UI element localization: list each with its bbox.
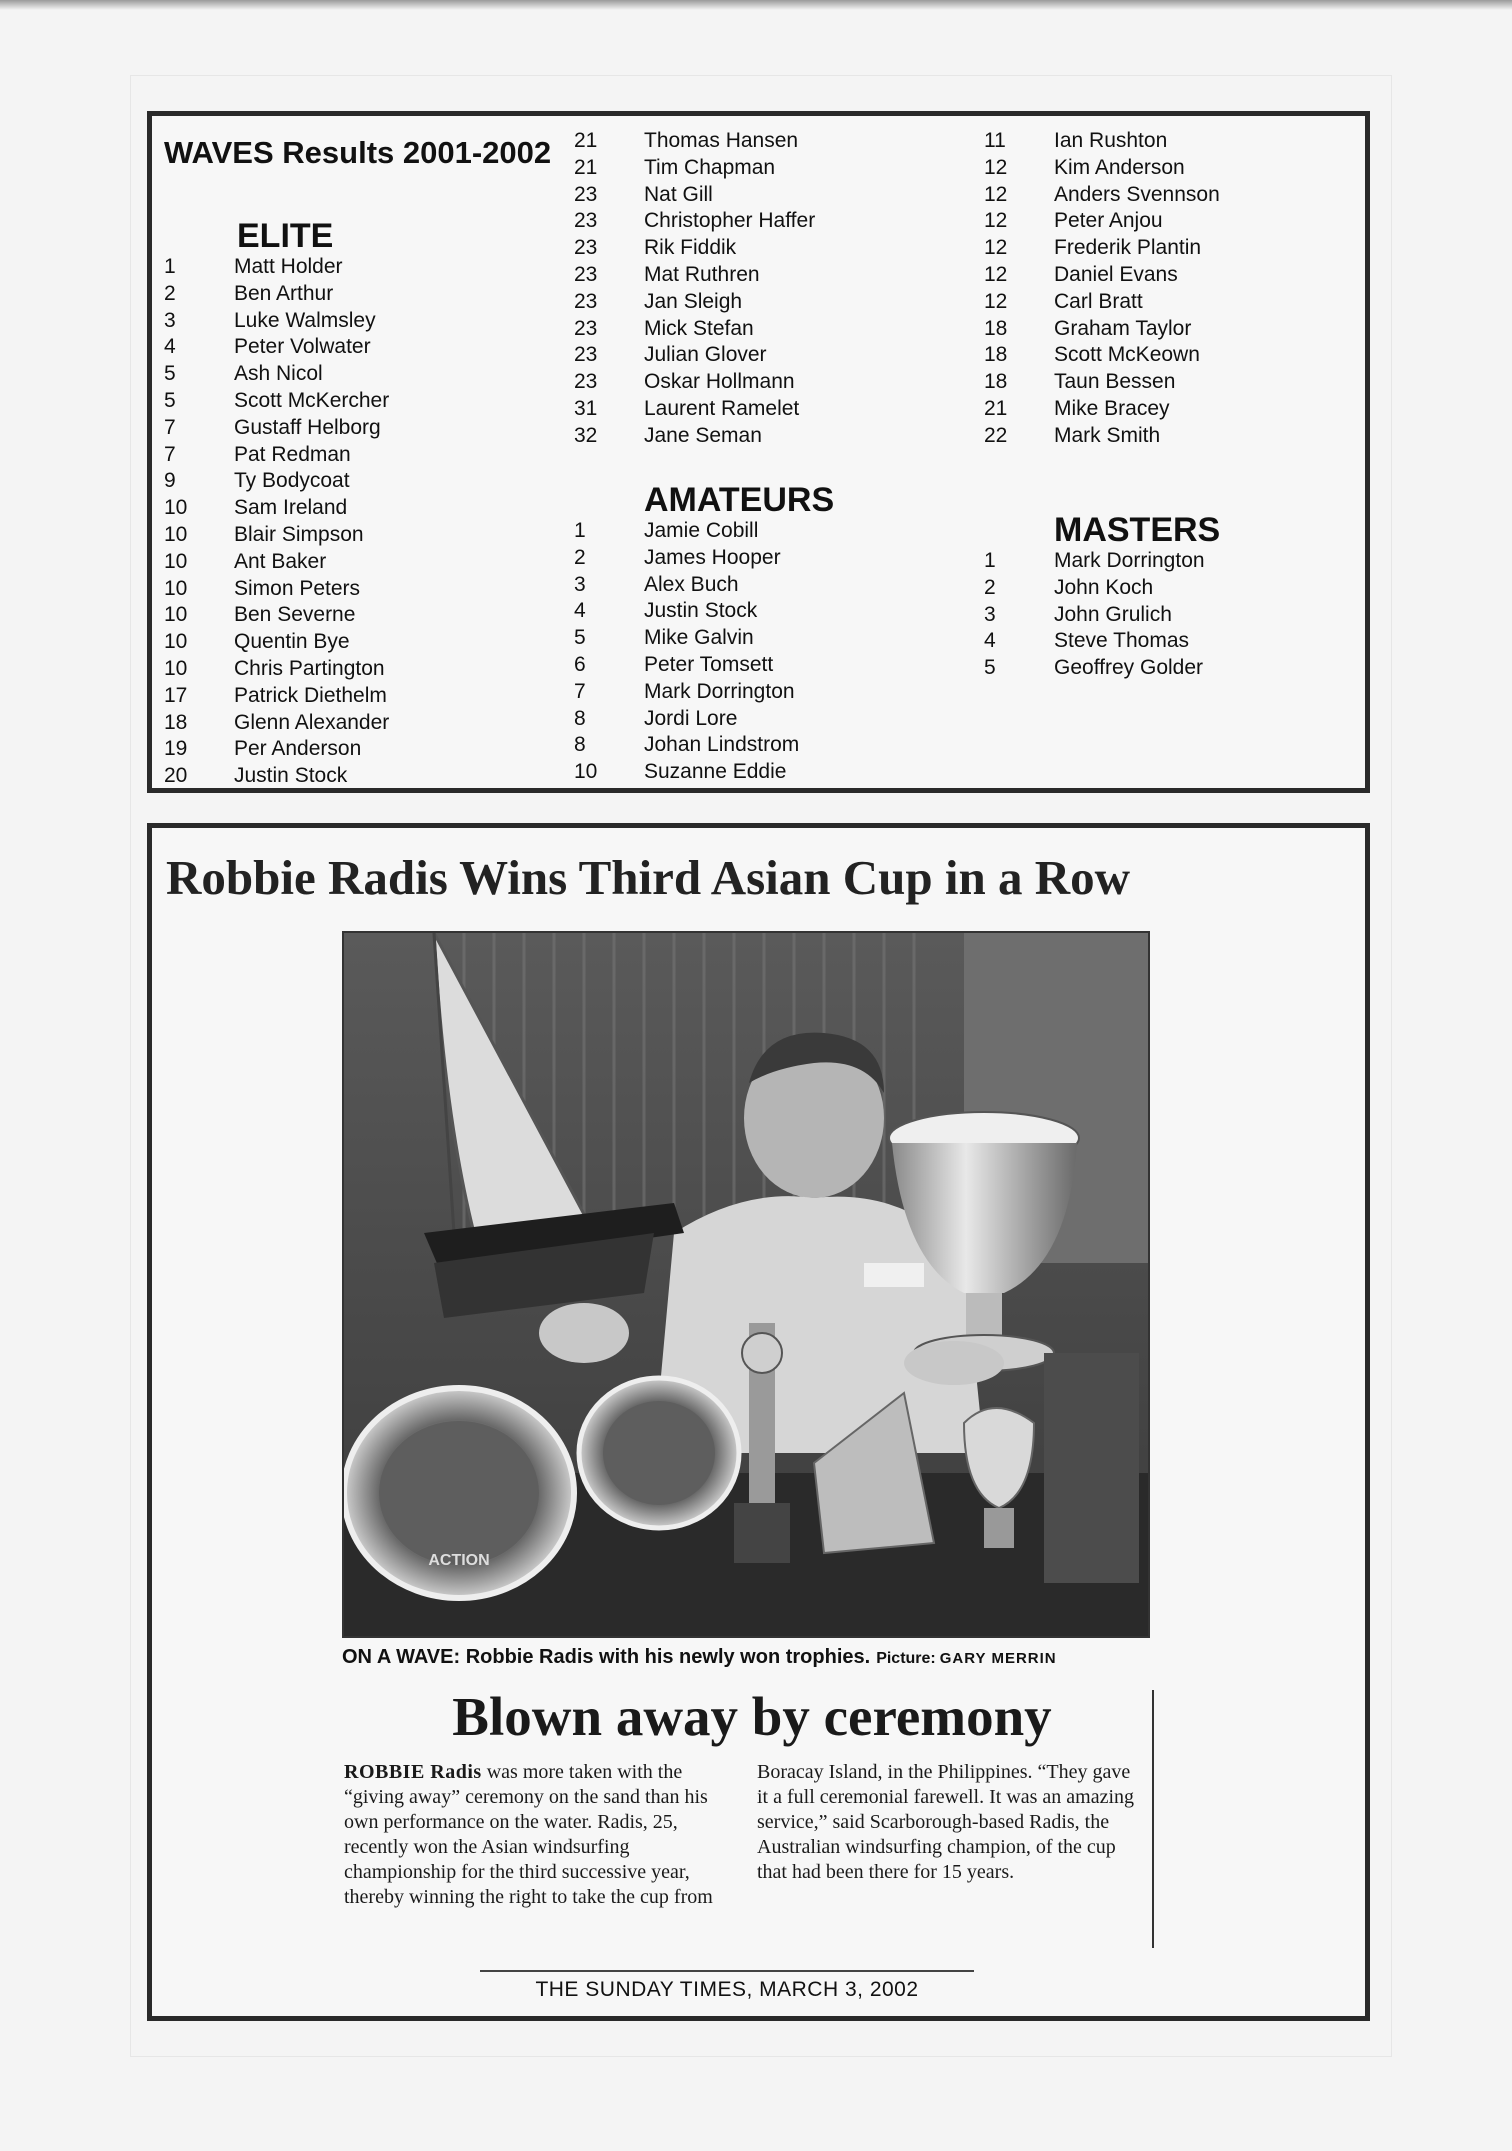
result-name: Mike Galvin — [644, 626, 754, 650]
elite-result-row — [164, 763, 389, 790]
result-name: Mat Ruthren — [644, 262, 760, 286]
result-name: Jane Seman — [644, 423, 762, 447]
result-name: Mark Dorrington — [1054, 549, 1205, 572]
result-position: 4 — [984, 629, 996, 653]
result-position: 21 — [984, 396, 1008, 420]
result-position: 22 — [984, 423, 1008, 447]
elite-result-row — [164, 281, 389, 308]
result-name: Christopher Haffer — [644, 209, 816, 233]
result-position: 12 — [984, 262, 1008, 286]
amateur-result-row — [574, 572, 799, 599]
result-name: Scott McKercher — [234, 388, 390, 412]
result-position: 23 — [574, 236, 598, 260]
result-name: Ant Baker — [234, 549, 327, 573]
sub-headline: Blown away by ceremony — [452, 1686, 1052, 1747]
result-name: Gustaff Helborg — [234, 415, 381, 439]
result-name: Alex Buch — [644, 572, 739, 596]
result-name: Frederik Plantin — [1054, 236, 1202, 260]
result-name: Nat Gill — [644, 182, 713, 206]
result-name: Pat Redman — [234, 442, 351, 466]
trophies-photo-icon — [344, 933, 1148, 1636]
amateur-result-row — [984, 128, 1220, 155]
result-name: Peter Volwater — [234, 335, 371, 359]
result-position: 8 — [574, 706, 586, 730]
result-position: 9 — [164, 469, 176, 493]
result-name: Justin Stock — [234, 764, 348, 788]
elite-result-row — [164, 522, 389, 549]
result-position: 10 — [164, 656, 188, 680]
result-name: Laurent Ramelet — [644, 396, 800, 420]
elite-result-row — [164, 549, 389, 576]
result-position: 10 — [164, 630, 188, 654]
elite-result-row — [164, 656, 389, 683]
result-name: Steve Thomas — [1054, 629, 1190, 653]
elite-result-row — [164, 736, 389, 763]
result-position: 6 — [574, 652, 586, 676]
result-name: Scott McKeown — [1054, 343, 1200, 367]
result-name: Ash Nicol — [234, 362, 323, 386]
body-column-2: Boracay Island, in the Philippines. “They gave it a full ceremonial farewell. It was an amazing service,” said Scarborough-based Radis, the Australian windsurfing champion, of the cup that had been there for 15 years. — [757, 1761, 1135, 1883]
result-position: 20 — [164, 764, 188, 788]
elite-result-row — [164, 415, 389, 442]
elite-result-row — [164, 576, 389, 603]
result-position: 23 — [574, 209, 598, 233]
elite-result-row — [164, 629, 389, 656]
result-position: 18 — [984, 316, 1008, 340]
result-name: Peter Anjou — [1054, 209, 1163, 233]
elite-result-row — [574, 208, 815, 235]
elite-result-row — [574, 128, 815, 155]
result-position: 23 — [574, 316, 598, 340]
amateurs-heading: AMATEURS — [644, 481, 835, 519]
masters-result-row — [984, 548, 1205, 575]
amateur-result-row — [984, 235, 1220, 262]
result-position: 1 — [984, 549, 996, 572]
result-position: 12 — [984, 236, 1008, 260]
result-name: Tim Chapman — [644, 155, 776, 179]
caption-credit-label: Picture: — [876, 1650, 936, 1667]
caption-credit: GARY MERRIN — [939, 1650, 1057, 1667]
amateur-result-row — [574, 706, 799, 733]
elite-result-row — [164, 334, 389, 361]
amateur-result-row — [984, 342, 1220, 369]
result-position: 10 — [164, 496, 188, 520]
elite-result-row — [164, 361, 389, 388]
result-position: 23 — [574, 182, 598, 206]
amateur-result-row — [984, 369, 1220, 396]
result-position: 32 — [574, 423, 598, 447]
trophies-photo — [342, 931, 1150, 1638]
result-name: Chris Partington — [234, 656, 385, 680]
result-position: 1 — [164, 255, 176, 278]
result-name: Kim Anderson — [1054, 155, 1185, 179]
result-position: 8 — [574, 733, 586, 757]
result-position: 12 — [984, 289, 1008, 313]
elite-result-row — [574, 155, 815, 182]
result-position: 3 — [164, 308, 176, 332]
source-line: THE SUNDAY TIMES, MARCH 3, 2002 — [480, 1970, 974, 2004]
amateur-result-row — [574, 679, 799, 706]
result-name: Graham Taylor — [1054, 316, 1192, 340]
amateur-result-row — [984, 396, 1220, 423]
masters-list — [984, 548, 1205, 682]
result-position: 10 — [164, 576, 188, 600]
elite-list — [164, 254, 389, 790]
result-position: 18 — [984, 370, 1008, 394]
result-name: Mark Smith — [1054, 423, 1161, 447]
result-name: Patrick Diethelm — [234, 683, 387, 707]
lead-name: ROBBIE Radis — [344, 1761, 482, 1783]
result-name: Rik Fiddik — [644, 236, 737, 260]
result-name: Jan Sleigh — [644, 289, 743, 313]
result-position: 4 — [164, 335, 176, 359]
result-position: 7 — [164, 442, 176, 466]
result-position: 5 — [164, 362, 176, 386]
amateur-result-row — [984, 155, 1220, 182]
elite-result-row — [574, 289, 815, 316]
result-position: 7 — [574, 679, 586, 703]
photo-caption — [342, 1645, 1152, 1671]
elite-result-row — [574, 342, 815, 369]
result-name: Julian Glover — [644, 343, 767, 367]
result-position: 2 — [164, 281, 176, 305]
result-position: 23 — [574, 289, 598, 313]
elite-result-row — [574, 316, 815, 343]
result-name: John Koch — [1054, 575, 1154, 599]
elite-result-row — [574, 396, 815, 423]
result-position: 5 — [164, 388, 176, 412]
result-position: 10 — [164, 549, 188, 573]
elite-result-row — [574, 182, 815, 209]
result-name: Ty Bodycoat — [234, 469, 350, 493]
result-name: Glenn Alexander — [234, 710, 390, 734]
column-rule — [1152, 1690, 1154, 1948]
result-name: Ben Severne — [234, 603, 356, 627]
result-position: 11 — [984, 129, 1006, 152]
result-position: 7 — [164, 415, 176, 439]
amateur-result-row — [574, 518, 799, 545]
result-name: Daniel Evans — [1054, 262, 1178, 286]
result-position: 17 — [164, 683, 188, 707]
elite-result-row — [574, 423, 815, 450]
result-name: Simon Peters — [234, 576, 361, 600]
result-name: James Hooper — [644, 545, 781, 569]
body-column-1 — [344, 1760, 744, 1910]
elite-result-row — [164, 710, 389, 737]
result-name: Sam Ireland — [234, 496, 348, 520]
result-name: Jordi Lore — [644, 706, 738, 730]
scan-edge — [0, 0, 1512, 10]
result-name: Mike Bracey — [1054, 396, 1170, 420]
result-position: 23 — [574, 370, 598, 394]
result-name: Luke Walmsley — [234, 308, 376, 332]
elite-list-continued — [574, 128, 815, 450]
result-position: 21 — [574, 155, 598, 179]
elite-result-row — [574, 235, 815, 262]
result-position: 21 — [574, 129, 598, 152]
masters-result-row — [984, 575, 1205, 602]
result-position: 10 — [164, 603, 188, 627]
caption-text: ON A WAVE: Robbie Radis with his newly won trophies. — [342, 1646, 871, 1668]
result-position: 3 — [574, 572, 586, 596]
elite-result-row — [164, 442, 389, 469]
result-name: Oskar Hollmann — [644, 370, 795, 394]
results-box — [147, 111, 1370, 793]
result-name: Matt Holder — [234, 255, 343, 278]
elite-result-row — [164, 308, 389, 335]
elite-result-row — [164, 602, 389, 629]
result-position: 3 — [984, 602, 996, 626]
result-name: Ben Arthur — [234, 281, 334, 305]
result-position: 12 — [984, 182, 1008, 206]
masters-heading: MASTERS — [1054, 511, 1221, 549]
elite-heading: ELITE — [237, 217, 334, 255]
elite-result-row — [164, 388, 389, 415]
result-position: 1 — [574, 519, 586, 542]
result-name: Carl Bratt — [1054, 289, 1143, 313]
amateur-result-row — [984, 316, 1220, 343]
masters-result-row — [984, 628, 1205, 655]
result-name: Thomas Hansen — [644, 129, 799, 152]
result-name: Justin Stock — [644, 599, 758, 623]
elite-result-row — [574, 369, 815, 396]
elite-result-row — [164, 254, 389, 281]
result-position: 2 — [574, 545, 586, 569]
result-position: 18 — [984, 343, 1008, 367]
elite-result-row — [164, 495, 389, 522]
result-position: 2 — [984, 575, 996, 599]
masters-result-row — [984, 655, 1205, 682]
amateur-result-row — [574, 759, 799, 786]
result-name: Anders Svennson — [1054, 182, 1220, 206]
result-position: 23 — [574, 262, 598, 286]
result-name: John Grulich — [1054, 602, 1172, 626]
result-name: Peter Tomsett — [644, 652, 774, 676]
result-position: 4 — [574, 599, 586, 623]
result-name: Taun Bessen — [1054, 370, 1176, 394]
result-position: 12 — [984, 155, 1008, 179]
elite-result-row — [164, 683, 389, 710]
plaque-text: ACTION — [428, 1552, 490, 1569]
result-position: 12 — [984, 209, 1008, 233]
article-box — [147, 823, 1370, 2021]
amateur-result-row — [574, 732, 799, 759]
result-name: Blair Simpson — [234, 522, 364, 546]
amateur-result-row — [984, 182, 1220, 209]
amateurs-list — [574, 518, 799, 786]
amateur-result-row — [984, 262, 1220, 289]
result-name: Johan Lindstrom — [644, 733, 800, 757]
result-name: Geoffrey Golder — [1054, 656, 1204, 680]
amateur-result-row — [984, 289, 1220, 316]
result-position: 10 — [164, 522, 188, 546]
result-name: Per Anderson — [234, 737, 362, 761]
result-name: Mick Stefan — [644, 316, 754, 340]
results-title: WAVES Results 2001-2002 — [164, 135, 552, 170]
result-name: Mark Dorrington — [644, 679, 795, 703]
result-name: Ian Rushton — [1054, 129, 1168, 152]
result-position: 5 — [574, 626, 586, 650]
amateur-result-row — [574, 598, 799, 625]
result-name: Suzanne Eddie — [644, 760, 787, 784]
amateur-result-row — [574, 652, 799, 679]
amateur-result-row — [984, 208, 1220, 235]
amateur-result-row — [984, 423, 1220, 450]
elite-result-row — [164, 468, 389, 495]
body-column-1-text: was more taken with the “giving away” ceremony on the sand than his own performance on the water. Radis, 25, recently won the Asian windsurfing championship for the third successive year, thereby winning the right to take the cup from — [344, 1761, 713, 1908]
result-position: 19 — [164, 737, 188, 761]
result-position: 23 — [574, 343, 598, 367]
result-position: 31 — [574, 396, 598, 420]
amateur-result-row — [574, 545, 799, 572]
amateurs-list-continued — [984, 128, 1220, 450]
result-position: 5 — [984, 656, 996, 680]
result-position: 18 — [164, 710, 188, 734]
masters-result-row — [984, 602, 1205, 629]
elite-result-row — [574, 262, 815, 289]
result-name: Quentin Bye — [234, 630, 350, 654]
article-headline: Robbie Radis Wins Third Asian Cup in a Row — [166, 850, 1131, 905]
result-position: 10 — [574, 760, 598, 784]
result-name: Jamie Cobill — [644, 519, 759, 542]
amateur-result-row — [574, 625, 799, 652]
